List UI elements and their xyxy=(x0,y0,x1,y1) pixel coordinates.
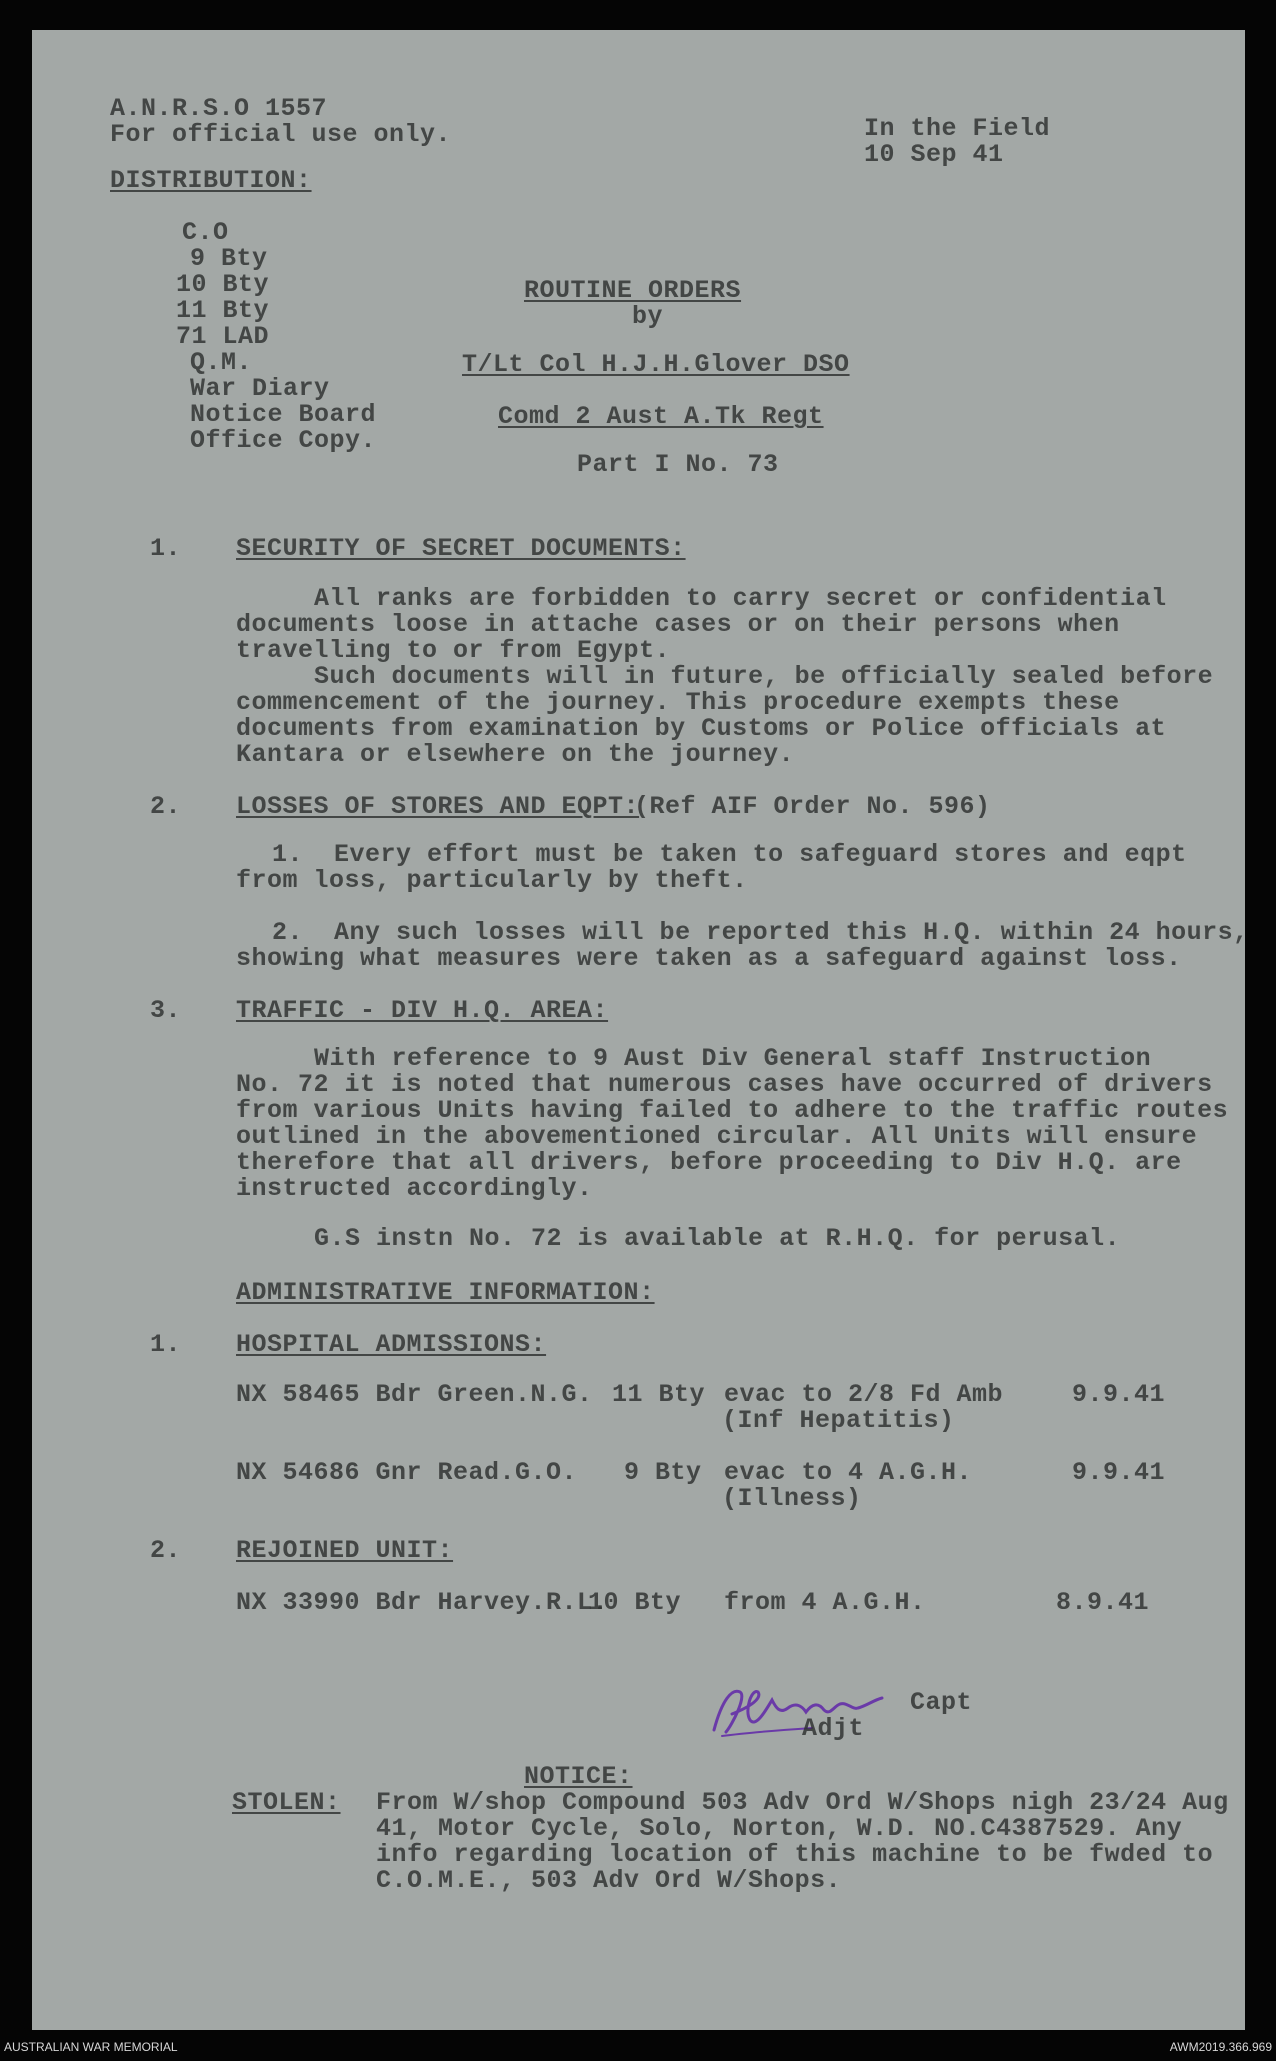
official-use-note: For official use only. xyxy=(110,120,452,149)
section-heading: SECURITY OF SECRET DOCUMENTS: xyxy=(236,534,686,563)
notice-label: STOLEN: xyxy=(232,1788,341,1817)
notice-heading: NOTICE: xyxy=(524,1762,633,1791)
paragraph-line: No. 72 it is noted that numerous cases have occurred of drivers xyxy=(236,1070,1213,1099)
paragraph-line: from loss, particularly by theft. xyxy=(236,866,748,895)
paragraph-line: travelling to or from Egypt. xyxy=(236,636,671,665)
section-heading: REJOINED UNIT: xyxy=(236,1536,454,1565)
section-number: 1. xyxy=(150,1330,182,1359)
section-number: 2. xyxy=(150,1536,182,1565)
orders-title: ROUTINE ORDERS xyxy=(524,276,742,305)
admission-unit: 11 Bty xyxy=(612,1380,706,1409)
admission-date: 9.9.41 xyxy=(1072,1458,1166,1487)
unit-name: Comd 2 Aust A.Tk Regt xyxy=(498,402,824,431)
archive-reference: AWM2019.366.969 xyxy=(1169,2040,1272,2054)
distribution-item: C.O xyxy=(182,218,229,247)
distribution-item: Notice Board xyxy=(190,400,377,429)
admin-heading: ADMINISTRATIVE INFORMATION: xyxy=(236,1278,655,1307)
rejoined-unit: 10 Bty xyxy=(588,1588,682,1617)
paragraph-line: instructed accordingly. xyxy=(236,1174,593,1203)
admission-action: evac to 2/8 Fd Amb xyxy=(724,1380,1004,1409)
paragraph-line: showing what measures were taken as a safeguard against loss. xyxy=(236,944,1182,973)
admission-action: evac to 4 A.G.H. xyxy=(724,1458,973,1487)
paragraph-line: commencement of the journey. This procedure exempts these xyxy=(236,688,1120,717)
paragraph-line: Such documents will in future, be officially sealed before xyxy=(314,662,1214,691)
admission-detail: (Inf Hepatitis) xyxy=(722,1406,955,1435)
place: In the Field xyxy=(864,114,1051,143)
notice-line: From W/shop Compound 503 Adv Ord W/Shops nigh 23/24 Aug xyxy=(376,1788,1229,1817)
paragraph-line: documents loose in attache cases or on their persons when xyxy=(236,610,1120,639)
date: 10 Sep 41 xyxy=(864,140,1004,169)
paragraph-line: 1. Every effort must be taken to safeguard stores and eqpt xyxy=(272,840,1187,869)
section-heading: HOSPITAL ADMISSIONS: xyxy=(236,1330,547,1359)
section-number: 1. xyxy=(150,534,182,563)
orders-by: by xyxy=(632,302,664,331)
paragraph-line: 2. Any such losses will be reported this H.Q. within 24 hours, xyxy=(272,918,1249,947)
section-heading: LOSSES OF STORES AND EQPT: xyxy=(236,792,640,821)
notice-line: info regarding location of this machine to be fwded to xyxy=(376,1840,1214,1869)
distribution-item: 71 LAD xyxy=(176,322,270,351)
signatory-rank: Capt xyxy=(910,1688,973,1717)
distribution-item: Office Copy. xyxy=(190,426,377,455)
paragraph-line: outlined in the abovementioned circular. All Units will ensure xyxy=(236,1122,1198,1151)
rejoined-soldier: NX 33990 Bdr Harvey.R.L. xyxy=(236,1588,609,1617)
document-page xyxy=(32,30,1249,2030)
notice-line: 41, Motor Cycle, Solo, Norton, W.D. NO.C4387529. Any xyxy=(376,1814,1183,1843)
reference-number: A.N.R.S.O 1557 xyxy=(110,94,328,123)
section-number: 3. xyxy=(150,996,182,1025)
distribution-item: 10 Bty xyxy=(176,270,270,299)
distribution-item: 11 Bty xyxy=(176,296,270,325)
archive-credit: AUSTRALIAN WAR MEMORIAL xyxy=(4,2040,178,2054)
paragraph-line: G.S instn No. 72 is available at R.H.Q. for perusal. xyxy=(314,1224,1121,1253)
rejoined-action: from 4 A.G.H. xyxy=(724,1588,926,1617)
admission-detail: (Illness) xyxy=(722,1484,862,1513)
distribution-item: War Diary xyxy=(190,374,330,403)
paragraph-line: from various Units having failed to adhere to the traffic routes xyxy=(236,1096,1229,1125)
rejoined-date: 8.9.41 xyxy=(1056,1588,1150,1617)
handwritten-signature xyxy=(692,1670,902,1750)
paragraph-line: All ranks are forbidden to carry secret or confidential xyxy=(314,584,1167,613)
admission-soldier: NX 58465 Bdr Green.N.G. xyxy=(236,1380,593,1409)
section-heading: TRAFFIC - DIV H.Q. AREA: xyxy=(236,996,609,1025)
paragraph-line: Kantara or elsewhere on the journey. xyxy=(236,740,795,769)
commanding-officer: T/Lt Col H.J.H.Glover DSO xyxy=(462,350,850,379)
distribution-heading: DISTRIBUTION: xyxy=(110,166,312,195)
paragraph-line: therefore that all drivers, before proceeding to Div H.Q. are xyxy=(236,1148,1182,1177)
paragraph-line: With reference to 9 Aust Div General staff Instruction xyxy=(314,1044,1152,1073)
admission-date: 9.9.41 xyxy=(1072,1380,1166,1409)
section-number: 2. xyxy=(150,792,182,821)
admission-unit: 9 Bty xyxy=(624,1458,702,1487)
notice-line: C.O.M.E., 503 Adv Ord W/Shops. xyxy=(376,1866,842,1895)
distribution-item: 9 Bty xyxy=(190,244,268,273)
admission-soldier: NX 54686 Gnr Read.G.O. xyxy=(236,1458,578,1487)
signatory-role: Adjt xyxy=(802,1714,865,1743)
distribution-item: Q.M. xyxy=(190,348,253,377)
paragraph-line: documents from examination by Customs or Police officials at xyxy=(236,714,1167,743)
section-reference: (Ref AIF Order No. 596) xyxy=(634,792,991,821)
part-number: Part I No. 73 xyxy=(577,450,779,479)
